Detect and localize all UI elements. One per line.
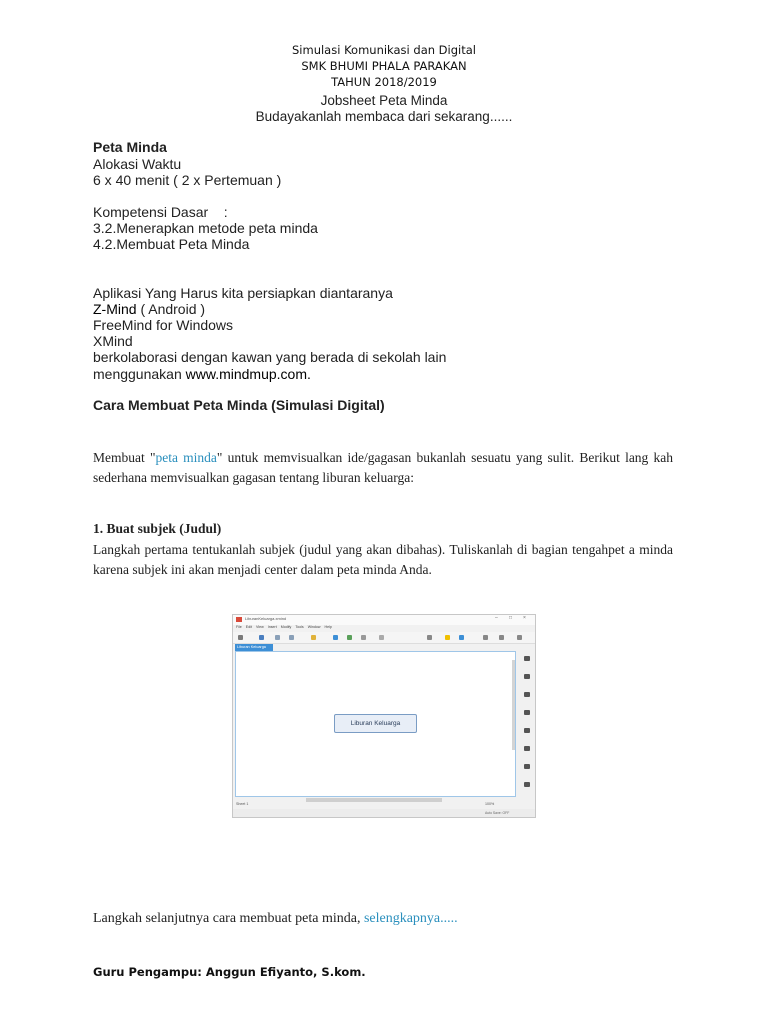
boundary-icon[interactable] (361, 635, 366, 640)
app-zmind-note: ( Android ) (136, 301, 206, 317)
idea-icon[interactable] (445, 635, 450, 640)
maximize-icon[interactable]: □ (509, 615, 513, 621)
step1-text: Langkah pertama tentukanlah subjek (judul yang akan dibahas). Tuliskanlah di bagian tengahpet a minda karena subjek ini akan menjadi center dalam peta minda Anda. (93, 542, 673, 577)
topic-icon[interactable] (311, 635, 316, 640)
menu-file[interactable]: File (236, 625, 242, 629)
comments-icon[interactable] (524, 764, 530, 769)
competency-item: 4.2.Membuat Peta Minda (93, 236, 250, 252)
vertical-scrollbar[interactable] (512, 660, 515, 750)
app-freemind: FreeMind for Windows (93, 317, 234, 333)
school-subject: Simulasi Komunikasi dan Digital (292, 43, 476, 57)
new-icon[interactable] (238, 635, 243, 640)
close-icon[interactable]: × (523, 615, 526, 621)
image-icon[interactable] (347, 635, 352, 640)
allocation-label: Alokasi Waktu (93, 156, 182, 172)
menu-bar (236, 625, 336, 631)
menu-modify[interactable]: Modify (280, 625, 292, 629)
settings-icon[interactable] (517, 635, 522, 640)
relationship-icon[interactable] (333, 635, 338, 640)
closing-text: Langkah selanjutnya cara membuat peta minda, (93, 911, 364, 926)
status-bar (233, 801, 535, 809)
competency-item: 3.2.Menerapkan metode peta minda (93, 220, 318, 236)
xmind-screenshot (232, 614, 536, 818)
layout-icon[interactable] (427, 635, 432, 640)
autosave-status: Auto Save: OFF (485, 811, 510, 815)
task-icon[interactable] (524, 782, 530, 787)
topic-title: Peta Minda (93, 139, 167, 155)
mindmap-canvas[interactable] (235, 651, 516, 797)
share-icon[interactable] (459, 635, 464, 640)
menu-window[interactable]: Window (307, 625, 321, 629)
jobsheet-title: Jobsheet Peta Minda (320, 93, 448, 108)
notes-icon[interactable] (524, 728, 530, 733)
menu-edit[interactable]: Edit (245, 625, 252, 629)
outline-icon[interactable] (524, 656, 530, 661)
teacher-name: Guru Pengampu: Anggun Efiyanto, S.kom. (93, 965, 366, 979)
mindmup-link[interactable]: www.mindmup.com. (185, 366, 311, 382)
central-topic[interactable]: Liburan Keluarga (334, 714, 417, 733)
tab-liburan-keluarga[interactable]: Liburan Keluarga (235, 644, 273, 651)
search-icon[interactable] (499, 635, 504, 640)
undo-icon[interactable] (275, 635, 280, 640)
closing-line (93, 911, 458, 927)
format-icon[interactable] (524, 674, 530, 679)
right-panel (518, 651, 535, 797)
paragraph-rest: " untuk memvisualkan ide/gagasan bukanlah sesuatu yang sulit. Berikut lang kah sederhana memvisualkan gagasan tentang liburan keluarga: (93, 450, 674, 485)
markers-icon[interactable] (524, 710, 530, 715)
intro-paragraph (93, 448, 673, 487)
properties-icon[interactable] (524, 746, 530, 751)
peta-minda-link[interactable]: peta minda (155, 450, 217, 465)
collab-text: berkolaborasi dengan kawan yang berada di sekolah lain (93, 349, 447, 365)
app-zmind (93, 301, 205, 317)
collab-line (93, 366, 311, 382)
paragraph-prefix: Membuat " (93, 450, 156, 465)
section-title: Cara Membuat Peta Minda (Simulasi Digital) (93, 397, 385, 413)
step1-heading: 1. Buat subjek (Judul) (93, 521, 222, 536)
menu-tools[interactable]: Tools (295, 625, 304, 629)
app-xmind: XMind (93, 333, 133, 349)
read-more-link[interactable]: selengkapnya..... (363, 911, 458, 926)
collab-prefix: menggunakan (93, 366, 186, 382)
zoom-icon[interactable] (483, 635, 488, 640)
save-icon[interactable] (259, 635, 264, 640)
menu-insert[interactable]: Insert (267, 625, 277, 629)
school-name: SMK BHUMI PHALA PARAKAN (301, 59, 467, 73)
apps-intro: Aplikasi Yang Harus kita persiapkan diantaranya (93, 285, 393, 301)
bottom-bar (233, 809, 535, 817)
school-year: TAHUN 2018/2019 (331, 75, 437, 89)
menu-view[interactable]: View (256, 625, 264, 629)
minimize-icon[interactable]: – (495, 615, 498, 621)
competency-label: Kompetensi Dasar : (93, 204, 228, 220)
xmind-app-icon (236, 617, 242, 622)
allocation-value: 6 x 40 menit ( 2 x Pertemuan ) (93, 172, 282, 188)
window-title: LiburanKeluarga.xmind (245, 616, 287, 621)
sheet-label[interactable]: Sheet 1 (236, 802, 249, 806)
app-zmind-name: Z-Mind (93, 301, 137, 317)
motto: Budayakanlah membaca dari sekarang...... (255, 109, 513, 124)
more-icon[interactable] (379, 635, 384, 640)
menu-help[interactable]: Help (324, 625, 332, 629)
icons-icon[interactable] (524, 692, 530, 697)
zoom-level[interactable]: 100% (485, 802, 495, 806)
window-titlebar (233, 615, 535, 625)
redo-icon[interactable] (289, 635, 294, 640)
toolbar (233, 632, 535, 644)
